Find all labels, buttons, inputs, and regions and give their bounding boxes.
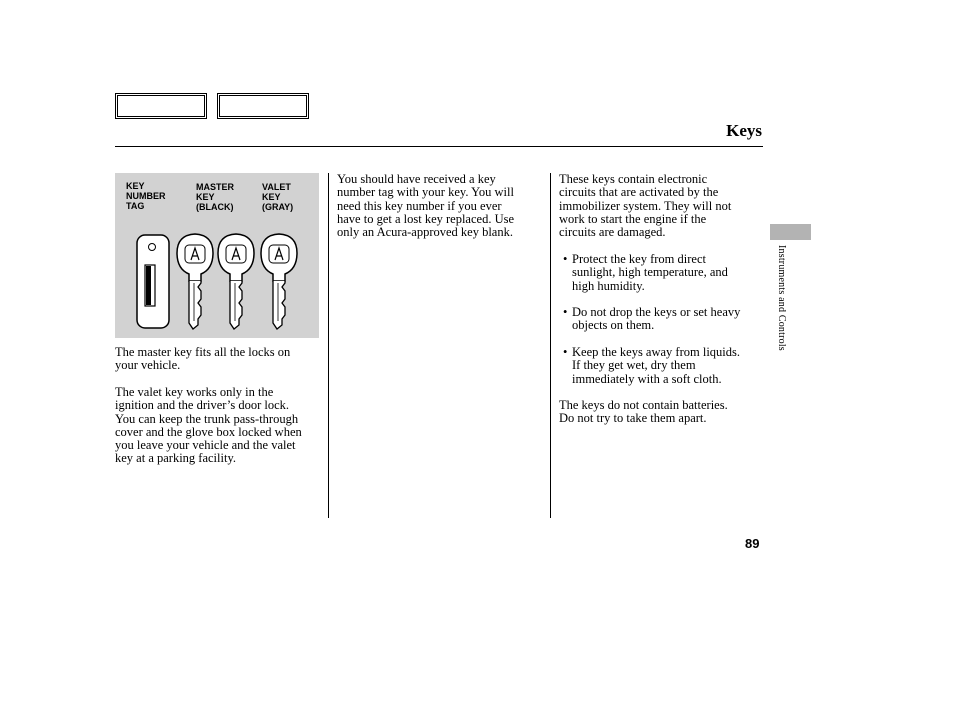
nav-button-previous[interactable]	[115, 93, 207, 119]
page-title: Keys	[726, 121, 762, 140]
section-tab	[770, 224, 811, 240]
valet-key-label: VALET KEY (GRAY)	[262, 182, 294, 212]
list-item: • Do not drop the keys or set heavy objects on them.	[563, 305, 741, 333]
key-number-tag-paragraph: You should have received a key number tag with your key. You will need this key number if you ever have to get a lost key replaced. Use only an Acura-approved key blank.	[337, 172, 515, 240]
immobilizer-paragraph: These keys contain electronic circuits that are activated by the immobilizer system. They will not work to start the engine if the circuits are damaged.	[559, 172, 732, 240]
key-number-tag-drawing	[137, 235, 169, 328]
master-key-drawing	[177, 234, 213, 329]
list-item: • Protect the key from direct sunlight, high temperature, and high humidity.	[563, 252, 728, 293]
keys-drawing	[115, 173, 319, 338]
section-label: Instruments and Controls	[776, 245, 787, 351]
nav-button-next[interactable]	[217, 93, 309, 119]
keys-illustration	[115, 173, 319, 338]
header-rule	[115, 146, 763, 147]
column-divider	[550, 173, 551, 518]
master-key-paragraph: The master key fits all the locks on your vehicle.	[115, 345, 291, 373]
list-item: • Keep the keys away from liquids. If they get wet, dry them immediately with a soft cloth.	[563, 345, 741, 386]
master-key-label: MASTER KEY (BLACK)	[196, 182, 234, 212]
column-divider	[328, 173, 329, 518]
batteries-paragraph: The keys do not contain batteries. Do not try to take them apart.	[559, 398, 728, 426]
valet-key-drawing	[261, 234, 297, 329]
master-key-drawing	[218, 234, 254, 329]
valet-key-paragraph: The valet key works only in the ignition and the driver’s door lock. You can keep the trunk pass-through cover and the glove box locked when you leave your vehicle and the valet key at a parking facility.	[115, 385, 302, 466]
key-number-tag-label: KEY NUMBER TAG	[126, 181, 166, 211]
page-number: 89	[745, 536, 760, 551]
